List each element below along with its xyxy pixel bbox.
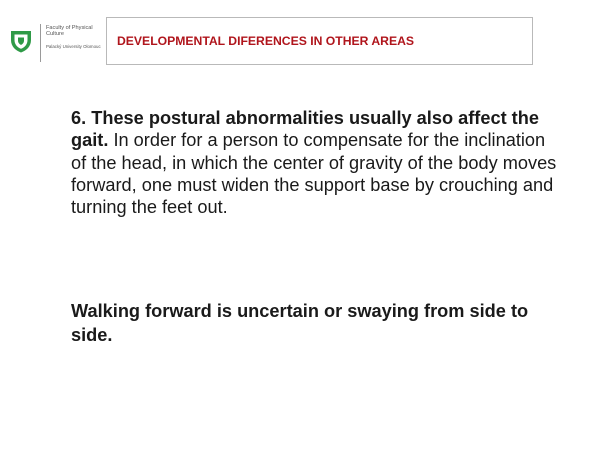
faculty-name: Faculty of Physical Culture — [46, 25, 93, 38]
conclusion-paragraph: Walking forward is uncertain or swaying from side to side. — [71, 301, 529, 345]
slide-title: DEVELOPMENTAL DIFERENCES IN OTHER AREAS — [117, 34, 415, 48]
point-paragraph — [71, 107, 561, 218]
point-heading: 6. These postural abnormalities usually also affect the gait. — [71, 108, 539, 151]
university-name: Palacký University Olomouc — [46, 44, 101, 49]
title-box — [106, 17, 533, 65]
point-text: In order for a person to compensate for the inclination of the head, in which the center of gravity of the body moves forward, one must widen the support base by crouching and turning the feet out. — [71, 130, 557, 218]
header-divider — [40, 24, 41, 62]
university-logo-icon — [8, 28, 34, 54]
